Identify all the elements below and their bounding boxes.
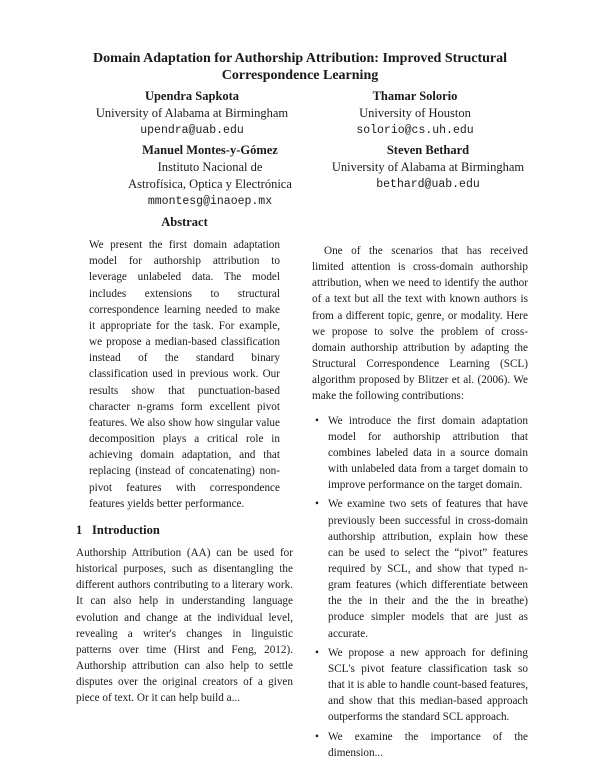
abstract-text: We present the first domain adaptation model for authorship attribution to leverage unlabeled data. The model includes extensions to structural correspondence learning needed to make it appropriate for the task. For example, we propose a median-based classification instead of the standard binary classification used in previous work. Our results show that punctuation-based character n-grams form excellent pivot features. We also show how singular value decomposition plays a critical role in achieving domain adaptation, and that replacing (instead of concatenating) non-pivot features with correspondence features yields better performance.: [89, 239, 280, 510]
body-paragraph: One of the scenarios that has received limited attention is cross-domain authorship attribution, when we need to identify the author of a text but all the text with known authors is from a different topic, genre, or modality. Here we propose to solve the problem of cross-domain authorship attribution by adapting the Structural Correspondence Learning (SCL) algorithm proposed by Blitzer et al. (2006). We make the following contributions:: [312, 245, 528, 403]
author-affiliation: Astrofísica, Optica y Electrónica: [128, 177, 292, 191]
author-block-4: [318, 142, 538, 193]
list-item: [312, 729, 528, 761]
author-block-2: [305, 88, 525, 139]
contribution-text: We examine the importance of the dimension...: [328, 730, 528, 759]
author-affiliation: University of Alabama at Birmingham: [95, 106, 289, 120]
section-number: 1: [76, 522, 83, 537]
contribution-text: We propose a new approach for defining SCL's pivot feature classification task so that it is able to handle count-based features, and show that this median-based approach outperforms the standard SCL approach.: [328, 646, 528, 724]
paper-title: Domain Adaptation for Authorship Attribution: Improved Structural Correspondence Learning: [92, 51, 508, 83]
right-column: [312, 243, 528, 764]
contributions-list: [312, 413, 528, 761]
left-column: [76, 214, 293, 707]
author-name: Thamar Solorio: [372, 89, 458, 103]
section-title: Introduction: [92, 522, 160, 537]
list-item: [312, 496, 528, 641]
contribution-text: We examine two sets of features that have previously been successful in cross-domain authorship attribution, explain how these can be used to select the “pivot” features required by SCL, and show that typed n-gram features (which differentiate between the the in their and the the in breathe) produce simpler models that are just as accurate.: [328, 498, 528, 640]
abstract-heading: Abstract: [161, 215, 208, 229]
author-affiliation: University of Alabama at Birmingham: [331, 160, 525, 174]
author-email: upendra@uab.edu: [140, 124, 244, 137]
section-heading-introduction: [76, 522, 293, 538]
author-name: Upendra Sapkota: [144, 89, 240, 103]
author-email: mmontesg@inaoep.mx: [147, 195, 273, 208]
bullet-icon: •: [315, 730, 319, 743]
author-block-1: [82, 88, 302, 139]
author-block-3: [95, 142, 325, 210]
author-affiliation: University of Houston: [359, 106, 471, 120]
author-email: solorio@cs.uh.edu: [356, 124, 474, 137]
list-item: [312, 645, 528, 726]
author-name: Steven Bethard: [386, 143, 470, 157]
contribution-text: We introduce the first domain adaptation model for authorship attribution that combines labeled data in a source domain with unlabeled data from a target domain to improve performance on the target domain.: [328, 414, 528, 492]
author-email: bethard@uab.edu: [376, 178, 480, 191]
author-name: Manuel Montes-y-Gómez: [142, 143, 278, 157]
intro-paragraph: Authorship Attribution (AA) can be used for historical purposes, such as disentangling the different authors contributing to a literary work. It can also help in understanding language evolution and change at the individual level, revealing a writer's changes in linguistic patterns over time (Hirst and Feng, 2012). Authorship attribution can also help to settle disputes over the original creators of a given piece of text. Or it can help build a...: [76, 546, 293, 705]
bullet-icon: •: [315, 414, 319, 427]
list-item: [312, 413, 528, 494]
author-affiliation: Instituto Nacional de: [157, 160, 263, 174]
bullet-icon: •: [315, 498, 319, 511]
bullet-icon: •: [315, 646, 319, 659]
